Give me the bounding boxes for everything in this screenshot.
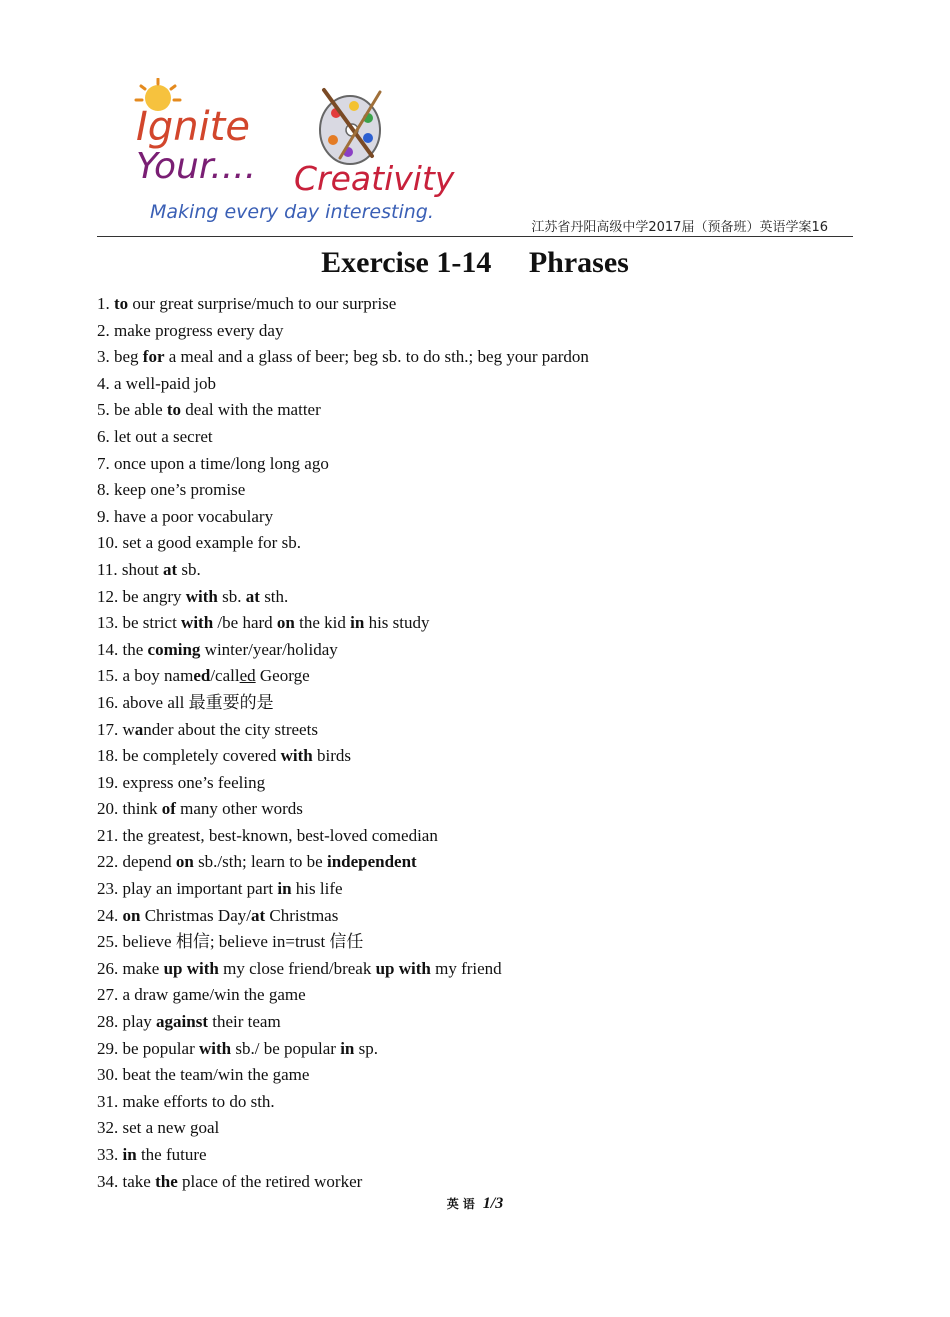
phrase-item — [97, 1089, 589, 1116]
phrase-item — [97, 1036, 589, 1063]
phrase-text: his life — [291, 879, 343, 899]
phrase-text: Christmas — [265, 905, 339, 925]
phrase-text: 12. be angry — [97, 586, 186, 606]
phrase-list — [97, 291, 589, 1195]
phrase-item — [97, 477, 589, 504]
phrase-text: /be hard — [213, 613, 277, 633]
phrase-text: the kid — [294, 613, 351, 633]
bold-keyword: in — [122, 1145, 137, 1164]
bold-keyword: the — [155, 1171, 178, 1191]
phrase-item — [97, 849, 589, 876]
phrase-item — [97, 610, 589, 637]
logo-line3: Creativity — [294, 159, 455, 198]
phrase-item — [97, 929, 589, 956]
phrase-text: 15. a boy nam — [97, 666, 194, 686]
phrase-item — [97, 876, 589, 903]
phrase-text: 24. — [97, 905, 123, 925]
phrase-text: 17. w — [97, 719, 135, 739]
phrase-text: his study — [364, 613, 430, 633]
phrase-text: sb./ be popular — [231, 1038, 341, 1058]
phrase-text: winter/year/holiday — [200, 639, 338, 659]
phrase-item — [97, 1009, 589, 1036]
phrase-text: the future — [136, 1145, 207, 1164]
phrase-text: 13. be strict — [97, 613, 182, 633]
logo-tagline: Making every day interesting. — [150, 201, 434, 223]
phrase-text: my close friend/break — [218, 958, 376, 978]
page-title: Exercise 1-14 Phrases — [321, 246, 629, 279]
phrase-text: 14. the — [97, 639, 148, 659]
phrase-item — [97, 1142, 589, 1169]
phrase-text: ed — [239, 666, 256, 686]
page-number: 1/3 — [482, 1195, 504, 1212]
bold-keyword: at — [250, 905, 266, 925]
phrase-text: 25. believe 相信; believe in=trust 信任 — [97, 932, 364, 952]
phrase-item — [97, 1062, 589, 1089]
bold-keyword: on — [276, 613, 295, 633]
phrase-text: 32. set a new goal — [97, 1118, 220, 1138]
phrase-text: 3. beg — [97, 347, 143, 367]
phrase-item — [97, 823, 589, 850]
phrase-item — [97, 796, 589, 823]
phrase-text: Christmas Day/ — [140, 905, 251, 925]
phrase-text: 1. — [97, 294, 114, 313]
phrase-text: 8. keep one’s promise — [97, 480, 246, 500]
phrase-text: 9. have a poor vocabulary — [97, 506, 274, 526]
phrase-text: sth. — [259, 586, 289, 606]
phrase-item — [97, 557, 589, 584]
phrase-item — [97, 1115, 589, 1142]
phrase-item — [97, 424, 589, 451]
phrase-item — [97, 371, 589, 398]
phrase-text: 16. above all 最重要的是 — [97, 692, 274, 712]
phrase-item — [97, 956, 589, 983]
phrase-text: sb./sth; learn to be — [193, 852, 327, 872]
bold-keyword: in — [350, 613, 365, 633]
phrase-item — [97, 504, 589, 531]
phrase-text: many other words — [175, 799, 303, 819]
phrase-text: 33. — [97, 1145, 123, 1164]
phrase-text: nder about the city streets — [143, 719, 318, 739]
phrase-item — [97, 637, 589, 664]
bold-keyword: on — [175, 852, 194, 872]
phrase-text: sp. — [354, 1038, 378, 1058]
phrase-text: 28. play — [97, 1012, 157, 1032]
phrase-text: /call — [210, 666, 240, 686]
bold-keyword: a — [134, 719, 144, 739]
phrase-text: 5. be able — [97, 400, 167, 420]
phrase-text: sb. — [177, 559, 201, 579]
phrase-text: 31. make efforts to do sth. — [97, 1091, 275, 1111]
phrase-text: 21. the greatest, best-known, best-loved comedian — [97, 825, 438, 845]
phrase-item — [97, 663, 589, 690]
footer-subject: 英语 — [446, 1197, 479, 1211]
paint-palette-icon — [320, 90, 380, 164]
phrase-item — [97, 291, 589, 318]
bold-keyword: against — [156, 1012, 208, 1032]
phrase-text: a meal and a glass of beer; beg sb. to do sth.; beg your pardon — [164, 347, 589, 367]
bold-keyword: up with — [163, 958, 219, 978]
phrase-item — [97, 530, 589, 557]
bold-keyword: coming — [147, 639, 201, 659]
school-header: 江苏省丹阳高级中学2017届（预备班）英语学案16 — [531, 220, 828, 235]
phrase-text: deal with the matter — [181, 400, 321, 420]
phrase-item — [97, 344, 589, 371]
phrase-text: 10. set a good example for sb. — [97, 533, 301, 553]
phrase-text: 4. a well-paid job — [97, 373, 216, 393]
phrase-text: 19. express one’s feeling — [97, 772, 266, 792]
bold-keyword: with — [185, 586, 218, 606]
phrase-item — [97, 690, 589, 717]
phrase-item — [97, 903, 589, 930]
bold-keyword: to — [166, 400, 182, 420]
header-rule — [97, 236, 853, 237]
bold-keyword: for — [142, 347, 165, 367]
bold-keyword: in — [277, 879, 292, 899]
phrase-text: 11. shout — [97, 559, 163, 579]
phrase-item — [97, 1169, 589, 1196]
page-footer — [0, 1195, 950, 1213]
phrase-text: 27. a draw game/win the game — [97, 985, 306, 1005]
phrase-item — [97, 717, 589, 744]
bold-keyword: independent — [326, 852, 417, 872]
bold-keyword: at — [245, 586, 260, 606]
logo-line2: Your.... — [136, 146, 257, 187]
bold-keyword: up with — [375, 958, 431, 978]
phrase-text: our great surprise/much to our surprise — [128, 294, 397, 313]
phrase-item — [97, 770, 589, 797]
bold-keyword: to — [114, 294, 129, 313]
phrase-text: 7. once upon a time/long long ago — [97, 453, 329, 473]
phrase-item — [97, 451, 589, 478]
phrase-item — [97, 982, 589, 1009]
phrase-text: George — [255, 666, 310, 686]
phrase-text: place of the retired worker — [177, 1171, 363, 1191]
phrase-text: 20. think — [97, 799, 162, 819]
phrase-text: 6. let out a secret — [97, 426, 213, 446]
phrase-text: 26. make — [97, 958, 164, 978]
ignite-your-creativity-logo — [128, 78, 462, 228]
phrase-item — [97, 743, 589, 770]
phrase-text: 23. play an important part — [97, 879, 278, 899]
bold-keyword: with — [198, 1038, 232, 1058]
phrase-item — [97, 397, 589, 424]
bold-keyword: at — [162, 559, 178, 579]
phrase-text: 18. be completely covered — [97, 746, 281, 766]
phrase-text: sb. — [217, 586, 246, 606]
logo-line1: Ignite — [136, 104, 250, 150]
phrase-text: birds — [312, 746, 351, 766]
bold-keyword: ed — [193, 666, 211, 686]
phrase-item — [97, 318, 589, 345]
bold-keyword: with — [280, 746, 313, 766]
phrase-text: 22. depend — [97, 852, 176, 872]
phrase-text: 29. be popular — [97, 1038, 199, 1058]
bold-keyword: with — [181, 613, 214, 633]
bold-keyword: of — [161, 799, 176, 819]
phrase-text: 34. take — [97, 1171, 156, 1191]
bold-keyword: in — [340, 1038, 355, 1058]
bold-keyword: on — [122, 905, 141, 925]
phrase-item — [97, 584, 589, 611]
phrase-text: 2. make progress every day — [97, 320, 284, 340]
phrase-text: their team — [208, 1012, 281, 1032]
phrase-text: 30. beat the team/win the game — [97, 1065, 310, 1085]
phrase-text: my friend — [430, 958, 502, 978]
